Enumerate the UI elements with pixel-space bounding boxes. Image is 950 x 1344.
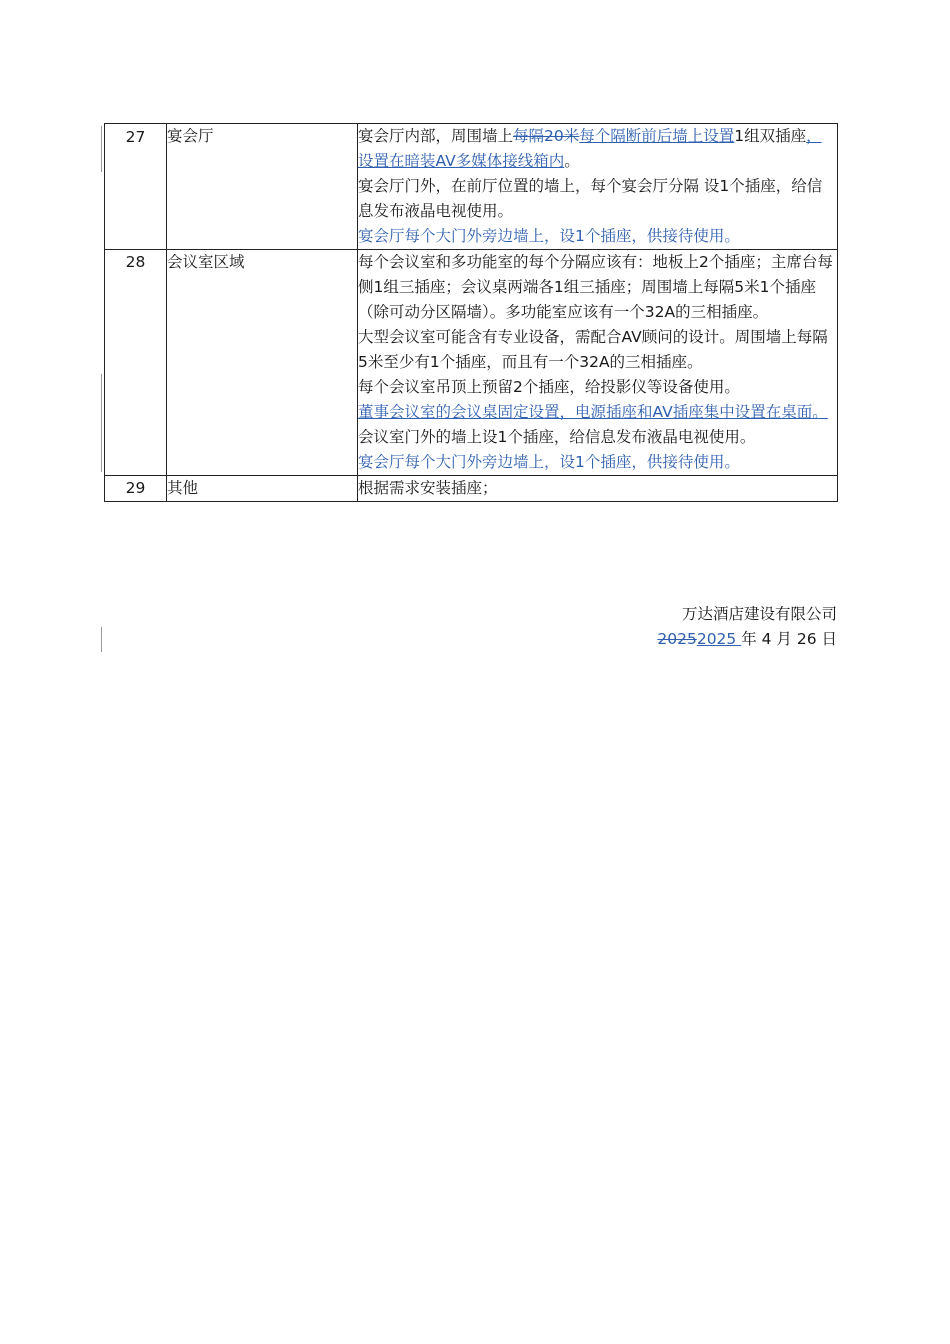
- socket-spec-table: [104, 123, 838, 502]
- requirement-paragraph: 大型会议室可能含有专业设备，需配合AV顾问的设计。周围墙上每隔5米至少有1个插座，而且有一个32A的三相插座。: [358, 328, 828, 371]
- text-run: 1组双插座: [734, 127, 807, 145]
- revision-change-bar: [101, 374, 102, 472]
- row-number: 27: [105, 124, 167, 250]
- signature-block: [657, 602, 837, 652]
- revised-paragraph: 宴会厅每个大门外旁边墙上，设1个插座，供接待使用。: [358, 227, 740, 245]
- inserted-paragraph: 董事会议室的会议桌固定设置，电源插座和AV插座集中设置在桌面。: [358, 403, 828, 421]
- inserted-text: 2025: [696, 630, 742, 648]
- requirement-paragraph: [358, 124, 837, 174]
- table-row: [105, 124, 838, 250]
- row-number: 28: [105, 250, 167, 476]
- revision-change-bar: [101, 627, 102, 652]
- revised-paragraph: 宴会厅每个大门外旁边墙上，设1个插座，供接待使用。: [358, 453, 740, 471]
- company-name: 万达酒店建设有限公司: [681, 605, 837, 623]
- text-run: 。: [564, 152, 580, 170]
- area-name: 宴会厅: [167, 124, 358, 250]
- requirement-cell: [358, 476, 838, 502]
- text-run: 宴会厅内部，周围墙上: [358, 127, 514, 145]
- date-text: 年 4 月 26 日: [741, 630, 837, 648]
- signature-date: [657, 627, 837, 652]
- inserted-text: 每个隔断前后墙上设置: [579, 127, 735, 145]
- requirement-paragraph: 根据需求安装插座；: [358, 479, 498, 497]
- requirement-cell: [358, 124, 838, 250]
- requirement-cell: [358, 250, 838, 476]
- row-number: 29: [105, 476, 167, 502]
- requirement-paragraph: 宴会厅门外，在前厅位置的墙上，每个宴会厅分隔 设1个插座，给信息发布液晶电视使用。: [358, 177, 823, 220]
- area-name: 其他: [167, 476, 358, 502]
- table-row: [105, 476, 838, 502]
- area-name: 会议室区域: [167, 250, 358, 476]
- inserted-text: ，设置在暗装AV多媒体接线箱内: [358, 127, 822, 170]
- requirement-paragraph: 会议室门外的墙上设1个插座，给信息发布液晶电视使用。: [358, 428, 756, 446]
- table-row: [105, 250, 838, 476]
- requirement-paragraph: 每个会议室吊顶上预留2个插座，给投影仪等设备使用。: [358, 378, 740, 396]
- requirement-paragraph: 每个会议室和多功能室的每个分隔应该有：地板上2个插座；主席台每侧1组三插座；会议桌两端各1组三插座；周围墙上每隔5米1个插座（除可动分区隔墙）。多功能室应该有一个32A的三相插座。: [358, 253, 833, 321]
- deleted-text: 2025: [657, 630, 697, 648]
- deleted-text: 每隔20米: [513, 127, 580, 145]
- revision-change-bar: [101, 126, 102, 172]
